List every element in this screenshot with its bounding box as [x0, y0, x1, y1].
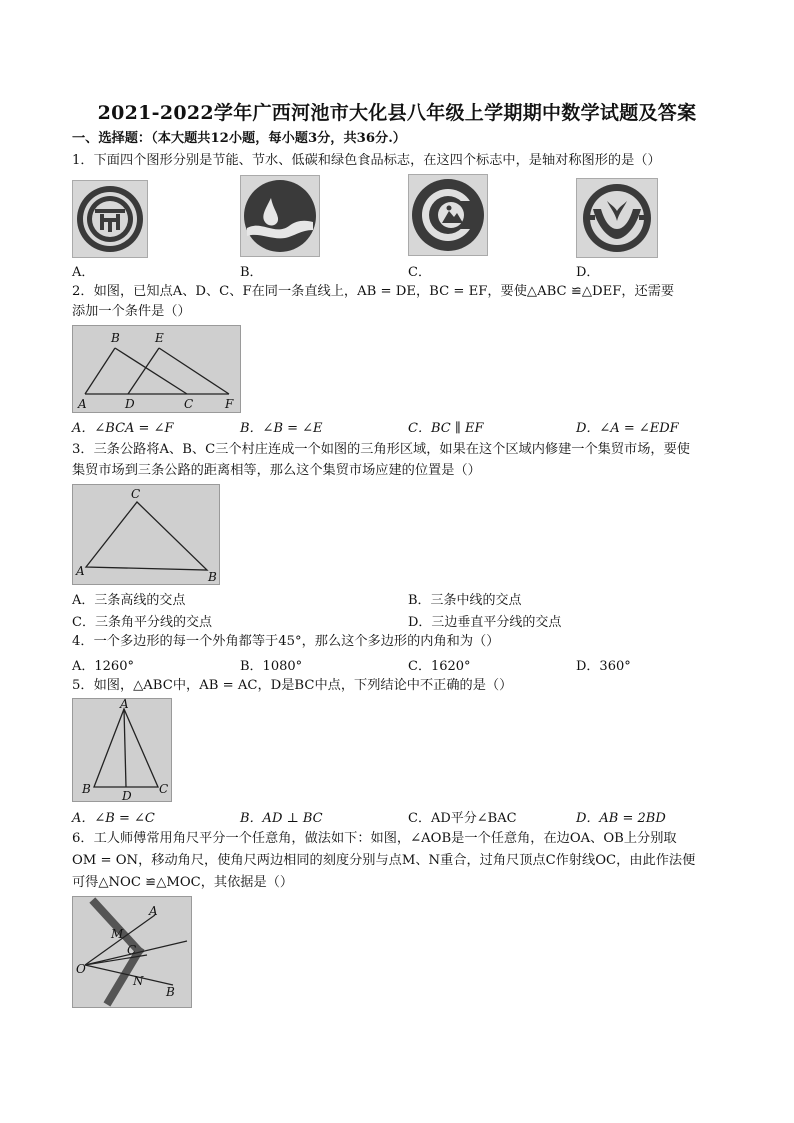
section-label: 一、选择题： [72, 131, 152, 146]
q3-label-a: A [76, 564, 85, 578]
q6-label-b: B [166, 985, 175, 999]
green-food-logo-icon [576, 178, 658, 258]
q4-option-d[interactable]: D．360° [576, 659, 631, 674]
q5-option-c[interactable]: C．AD平分∠BAC [408, 811, 517, 826]
q2-figure [72, 325, 241, 413]
water-saving-logo-icon [240, 175, 320, 257]
q2-label-d: D [125, 397, 135, 411]
q6-label-m: M [111, 927, 124, 941]
q2-option-d[interactable]: D．∠A = ∠EDF [576, 421, 679, 436]
question-6-text-line2: OM = ON，移动角尺，使角尺两边相同的刻度分别与点M、N重合，过角尺顶点C作射线OC，由此作法便 [72, 853, 696, 868]
q2-option-b[interactable]: B．∠B = ∠E [240, 421, 323, 436]
low-carbon-logo-icon [408, 174, 488, 256]
q2-label-e: E [155, 331, 164, 345]
q3-option-c[interactable]: C．三条角平分线的交点 [72, 615, 212, 630]
q1-option-b[interactable]: B． [240, 265, 263, 280]
q3-figure [72, 484, 220, 585]
question-1-text: 1．下面四个图形分别是节能、节水、低碳和绿色食品标志，在这四个标志中，是轴对称图形的是（） [72, 153, 661, 168]
section-note: （本大题共12小题，每小题3分，共36分.） [151, 131, 406, 146]
q2-label-b: B [111, 331, 120, 345]
q3-label-c: C [131, 487, 141, 501]
question-2-text-line1: 2．如图，已知点A、D、C、F在同一条直线上，AB = DE，BC = EF，要使△ABC ≌△DEF，还需要 [72, 284, 675, 299]
q3-label-b: B [208, 570, 217, 584]
q2-option-c[interactable]: C．BC ∥ EF [408, 421, 484, 436]
q1-option-d[interactable]: D． [576, 265, 600, 280]
question-5-text: 5．如图，△ABC中，AB = AC，D是BC中点，下列结论中不正确的是（） [72, 678, 513, 693]
question-3-text-line2: 集贸市场到三条公路的距离相等，那么这个集贸市场应建的位置是（） [72, 463, 481, 478]
question-6-text-line3: 可得△NOC ≌△MOC，其依据是（） [72, 875, 294, 890]
q2-option-a[interactable]: A．∠BCA = ∠F [72, 421, 174, 436]
q4-option-b[interactable]: B．1080° [240, 659, 303, 674]
q5-option-b[interactable]: B．AD ⊥ BC [240, 811, 323, 826]
q3-option-d[interactable]: D．三边垂直平分线的交点 [408, 615, 562, 630]
q5-label-a: A [120, 699, 129, 711]
energy-saving-logo-icon [72, 180, 148, 258]
q5-label-d: D [122, 789, 132, 801]
q6-label-a: A [149, 904, 158, 918]
q5-label-c: C [159, 782, 169, 796]
q3-option-a[interactable]: A．三条高线的交点 [72, 593, 186, 608]
q5-option-d[interactable]: D．AB = 2BD [576, 811, 666, 826]
question-2-text-line2: 添加一个条件是（） [72, 304, 191, 319]
question-3-text-line1: 3．三条公路将A、B、C三个村庄连成一个如图的三角形区域，如果在这个区域内修建一个集贸市场，要使 [72, 442, 690, 457]
q4-option-a[interactable]: A．1260° [72, 659, 134, 674]
q1-option-c[interactable]: C． [408, 265, 431, 280]
q6-figure [72, 896, 192, 1008]
q3-option-b[interactable]: B．三条中线的交点 [408, 593, 522, 608]
q1-option-a[interactable]: A． [72, 265, 95, 280]
q6-label-n: N [133, 974, 144, 988]
q5-figure [72, 698, 172, 802]
q6-label-c: C [127, 943, 137, 957]
q4-option-c[interactable]: C．1620° [408, 659, 471, 674]
q6-label-o: O [76, 962, 86, 976]
q5-label-b: B [82, 782, 91, 796]
section-heading [72, 129, 406, 149]
q5-option-a[interactable]: A．∠B = ∠C [72, 811, 155, 826]
question-6-text-line1: 6．工人师傅常用角尺平分一个任意角，做法如下：如图，∠AOB是一个任意角，在边OA、OB上分别取 [72, 831, 677, 846]
q2-label-c: C [184, 397, 194, 411]
q2-label-f: F [225, 397, 234, 411]
question-4-text: 4．一个多边形的每一个外角都等于45°，那么这个多边形的内角和为（） [72, 634, 500, 649]
q2-label-a: A [78, 397, 87, 411]
page-title: 2021-2022学年广西河池市大化县八年级上学期期中数学试题及答案 [97, 102, 697, 124]
